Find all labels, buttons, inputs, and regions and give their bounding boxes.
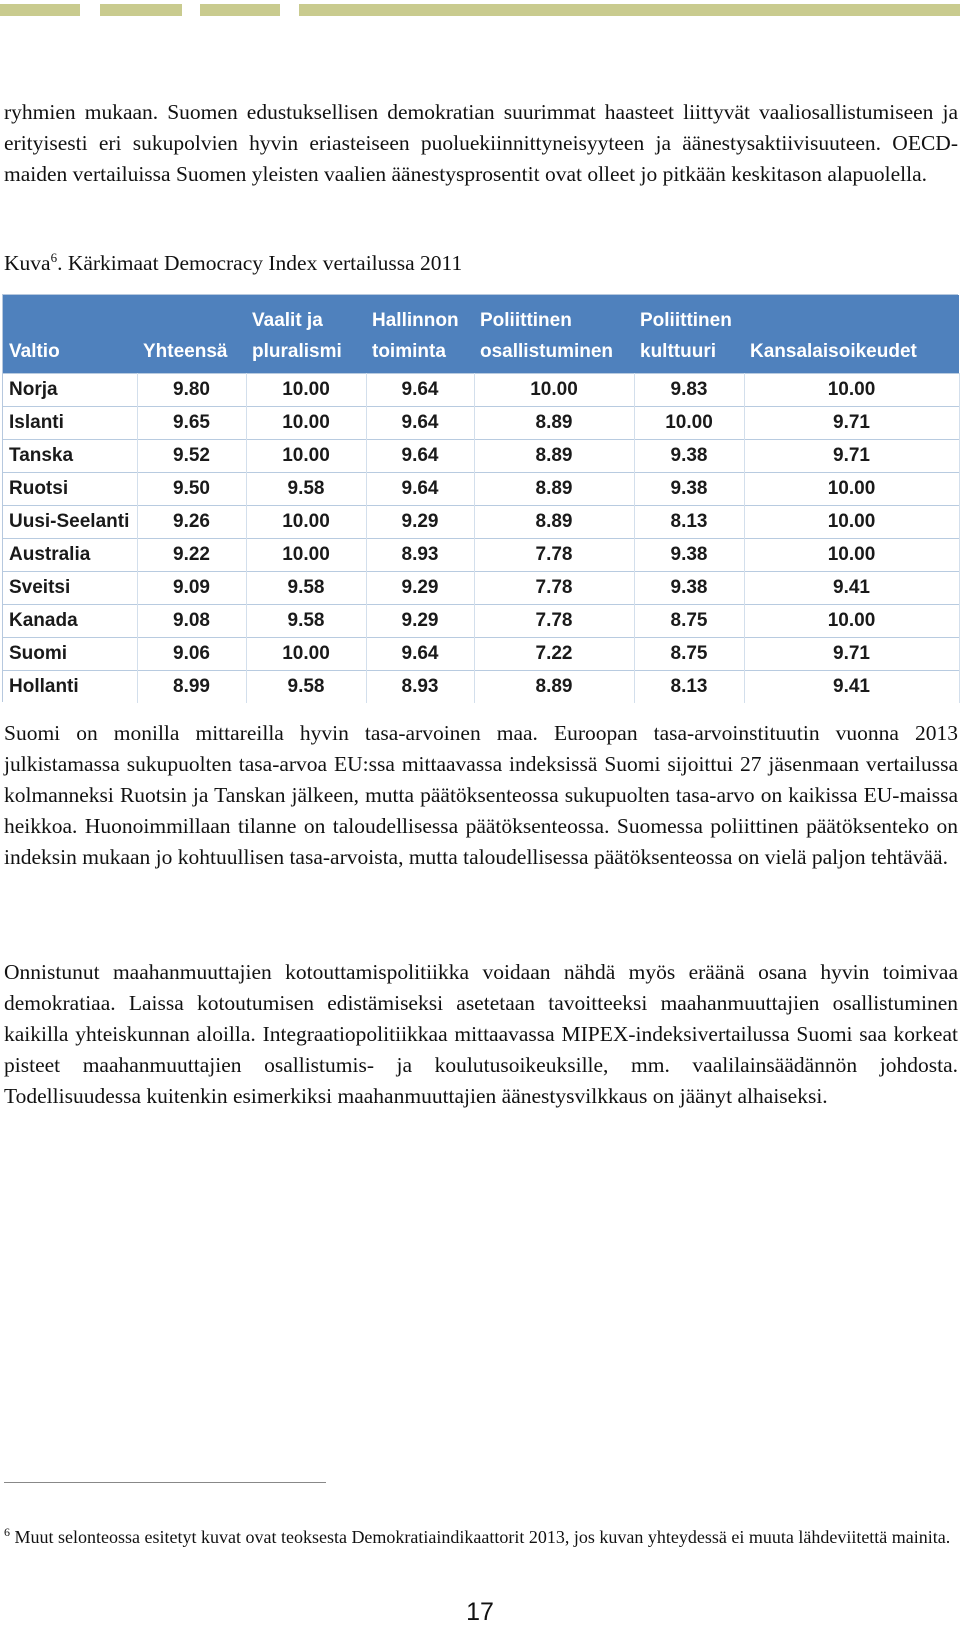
column-header: Kansalaisoikeudet <box>744 295 959 373</box>
score-cell: 8.75 <box>634 604 744 637</box>
score-cell: 9.22 <box>137 538 246 571</box>
score-cell: 10.00 <box>246 637 366 670</box>
table-row <box>3 406 959 439</box>
header-bar-2 <box>100 4 182 16</box>
country-cell: Norja <box>3 373 137 406</box>
score-cell: 8.89 <box>474 406 634 439</box>
country-cell: Uusi-Seelanti <box>3 505 137 538</box>
table-row <box>3 637 959 670</box>
score-cell: 9.29 <box>366 505 474 538</box>
score-cell: 10.00 <box>246 538 366 571</box>
index-table <box>3 295 960 703</box>
header-bar-4 <box>299 4 960 16</box>
score-cell: 8.89 <box>474 670 634 703</box>
score-cell: 9.64 <box>366 637 474 670</box>
country-cell: Sveitsi <box>3 571 137 604</box>
table-row <box>3 538 959 571</box>
country-cell: Tanska <box>3 439 137 472</box>
column-header: Poliittinen osallistuminen <box>474 295 634 373</box>
score-cell: 10.00 <box>474 373 634 406</box>
score-cell: 7.22 <box>474 637 634 670</box>
header-bar-3 <box>200 4 280 16</box>
score-cell: 9.06 <box>137 637 246 670</box>
footnote-number: 6 <box>4 1525 10 1539</box>
score-cell: 8.89 <box>474 505 634 538</box>
score-cell: 9.29 <box>366 604 474 637</box>
header-bar-1 <box>0 4 80 16</box>
table-row <box>3 505 959 538</box>
score-cell: 8.89 <box>474 439 634 472</box>
score-cell: 9.58 <box>246 604 366 637</box>
score-cell: 9.64 <box>366 472 474 505</box>
score-cell: 9.65 <box>137 406 246 439</box>
score-cell: 8.93 <box>366 670 474 703</box>
democracy-index-table <box>2 294 958 702</box>
score-cell: 10.00 <box>246 439 366 472</box>
caption-footnote-ref: 6 <box>50 249 58 265</box>
page-number: 17 <box>466 1598 494 1626</box>
table-body <box>3 373 959 703</box>
table-row <box>3 571 959 604</box>
score-cell: 9.38 <box>634 571 744 604</box>
country-cell: Australia <box>3 538 137 571</box>
column-header: Vaalit ja pluralismi <box>246 295 366 373</box>
footnote-divider <box>4 1482 326 1483</box>
score-cell: 9.38 <box>634 439 744 472</box>
score-cell: 9.08 <box>137 604 246 637</box>
score-cell: 9.58 <box>246 571 366 604</box>
score-cell: 10.00 <box>744 604 959 637</box>
score-cell: 10.00 <box>246 373 366 406</box>
table-header-row <box>3 295 959 373</box>
intro-paragraph: ryhmien mukaan. Suomen edustuksellisen demokratian suurimmat haasteet liittyvät vaaliosallistumiseen ja erityisesti eri sukupolvien hyvin eriasteiseen puoluekiinnittyneisyyteen ja äänestysaktiivisuuteen. OECD-maiden vertailuissa Suomen yleisten vaalien äänestysprosentit ovat olleet jo pitkään keskitason alapuolella. <box>4 100 958 186</box>
score-cell: 10.00 <box>744 373 959 406</box>
table-row <box>3 472 959 505</box>
score-cell: 9.71 <box>744 406 959 439</box>
country-cell: Ruotsi <box>3 472 137 505</box>
score-cell: 10.00 <box>744 472 959 505</box>
score-cell: 10.00 <box>246 406 366 439</box>
country-cell: Hollanti <box>3 670 137 703</box>
score-cell: 9.58 <box>246 670 366 703</box>
table-row <box>3 439 959 472</box>
country-cell: Kanada <box>3 604 137 637</box>
score-cell: 9.41 <box>744 571 959 604</box>
score-cell: 9.52 <box>137 439 246 472</box>
column-header: Poliittinen kulttuuri <box>634 295 744 373</box>
footnote-text: Muut selonteossa esitetyt kuvat ovat teoksesta Demokratiaindikaattorit 2013, jos kuvan yhteydessä ei muuta lähdeviitettä mainita. <box>10 1527 951 1547</box>
score-cell: 7.78 <box>474 538 634 571</box>
score-cell: 10.00 <box>744 538 959 571</box>
table-row <box>3 604 959 637</box>
score-cell: 7.78 <box>474 604 634 637</box>
score-cell: 9.41 <box>744 670 959 703</box>
score-cell: 9.64 <box>366 439 474 472</box>
score-cell: 9.64 <box>366 373 474 406</box>
figure-caption <box>4 251 462 276</box>
score-cell: 9.09 <box>137 571 246 604</box>
score-cell: 8.13 <box>634 670 744 703</box>
table-row <box>3 670 959 703</box>
score-cell: 8.75 <box>634 637 744 670</box>
score-cell: 9.26 <box>137 505 246 538</box>
integration-paragraph: Onnistunut maahanmuuttajien kotouttamispolitiikka voidaan nähdä myös eräänä osana hyvin toimivaa demokratiaa. Laissa kotoutumisen edistämiseksi asetetaan tavoitteeksi maahanmuuttajien osallistuminen kaikilla yhteiskunnan aloilla. Integraatiopolitiikkaa mittaavassa MIPEX-indeksivertailussa Suomi saa korkeat pisteet maahanmuuttajien osallistumis- ja koulutusoikeuksille, mm. vaalilainsäädännön johdosta. Todellisuudessa kuitenkin esimerkiksi maahanmuuttajien äänestysvilkkaus on jäänyt alhaiseksi. <box>4 960 958 1108</box>
column-header: Hallinnon toiminta <box>366 295 474 373</box>
score-cell: 9.71 <box>744 439 959 472</box>
score-cell: 7.78 <box>474 571 634 604</box>
score-cell: 9.58 <box>246 472 366 505</box>
score-cell: 8.99 <box>137 670 246 703</box>
score-cell: 9.38 <box>634 472 744 505</box>
score-cell: 9.64 <box>366 406 474 439</box>
column-header: Valtio <box>3 295 137 373</box>
score-cell: 9.80 <box>137 373 246 406</box>
score-cell: 10.00 <box>246 505 366 538</box>
score-cell: 8.13 <box>634 505 744 538</box>
score-cell: 10.00 <box>634 406 744 439</box>
column-header: Yhteensä <box>137 295 246 373</box>
score-cell: 9.50 <box>137 472 246 505</box>
country-cell: Islanti <box>3 406 137 439</box>
gender-equality-paragraph: Suomi on monilla mittareilla hyvin tasa-arvoinen maa. Euroopan tasa-arvoinstituutin vuonna 2013 julkistamassa sukupuolten tasa-arvoa EU:ssa mittaavassa indeksissä Suomi sijoittui 27 jäsenmaan vertailussa kolmanneksi Ruotsin ja Tanskan jälkeen, mutta päätöksenteossa sukupuolten tasa-arvo on kaikissa EU-maissa heikkoa. Huonoimmillaan tilanne on taloudellisessa päätöksenteossa. Suomessa poliittinen päätöksenteko on indeksin mukaan jo kohtuullisen tasa-arvoista, mutta taloudellisessa päätöksenteossa on vielä paljon tehtävää. <box>4 721 958 869</box>
footnote <box>4 1524 958 1550</box>
score-cell: 9.71 <box>744 637 959 670</box>
score-cell: 9.83 <box>634 373 744 406</box>
table-row <box>3 373 959 406</box>
score-cell: 10.00 <box>744 505 959 538</box>
score-cell: 8.89 <box>474 472 634 505</box>
score-cell: 8.93 <box>366 538 474 571</box>
score-cell: 9.38 <box>634 538 744 571</box>
score-cell: 9.29 <box>366 571 474 604</box>
country-cell: Suomi <box>3 637 137 670</box>
caption-label: Kuva <box>4 251 51 275</box>
caption-text: . Kärkimaat Democracy Index vertailussa 2011 <box>57 251 463 275</box>
